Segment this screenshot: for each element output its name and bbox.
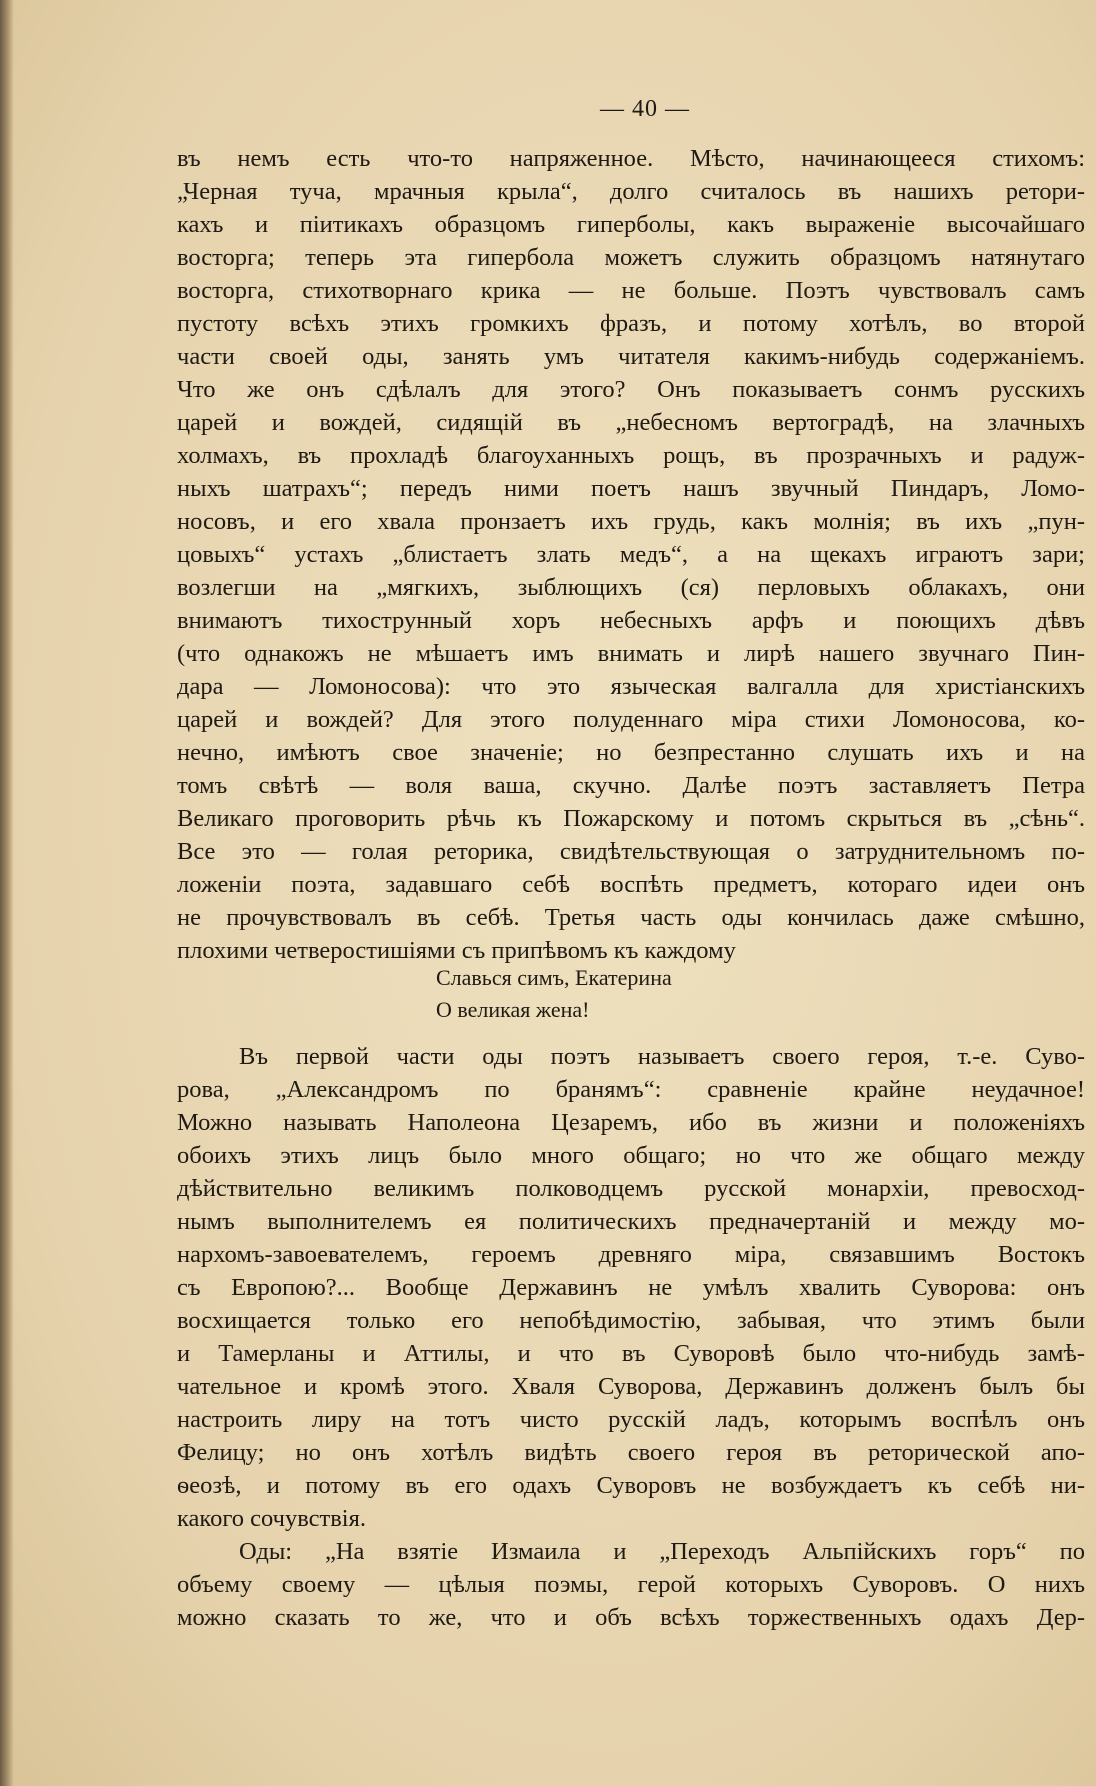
text-line: томъ свѣтѣ — воля ваша, скучно. Далѣе поэтъ заставляетъ Петра bbox=[177, 772, 1085, 799]
text-line: въ немъ есть что-то напряженное. Мѣсто, начинающееся стихомъ: bbox=[177, 145, 1085, 172]
text-line: чательное и кромѣ этого. Хваля Суворова, Державинъ долженъ былъ бы bbox=[177, 1373, 1085, 1400]
text-line: Все это — голая реторика, свидѣтельствующая о затруднительномъ по- bbox=[177, 838, 1085, 865]
text-line: не прочувствовалъ въ себѣ. Третья часть оды кончилась даже смѣшно, bbox=[177, 904, 1085, 931]
text-line: рова, „Александромъ по бранямъ“: сравненiе крайне неудачное! bbox=[177, 1076, 1085, 1103]
text-line: какого сочувствiя. bbox=[177, 1505, 366, 1532]
text-line: царей и вождей, сидящiй въ „небесномъ вертоградѣ, на злачныхъ bbox=[177, 409, 1085, 436]
verse-line: Славься симъ, Екатерина bbox=[436, 965, 672, 990]
text-line: дѣйствительно великимъ полководцемъ русской монархiи, превосход- bbox=[177, 1175, 1085, 1202]
page-binding-edge bbox=[0, 0, 14, 1786]
text-line: и Тамерланы и Аттилы, и что въ Суворовѣ было что-нибудь замѣ- bbox=[177, 1340, 1085, 1367]
text-line: восхищается только его непобѣдимостiю, забывая, что этимъ были bbox=[177, 1307, 1085, 1334]
text-line: „Черная туча, мрачныя крыла“, долго считалось въ нашихъ ретори- bbox=[177, 178, 1085, 205]
text-line: нымъ выполнителемъ ея политическихъ предначертанiй и между мо- bbox=[177, 1208, 1085, 1235]
text-line: съ Европою?... Вообще Державинъ не умѣлъ хвалить Суворова: онъ bbox=[177, 1274, 1085, 1301]
text-line: ѳеозѣ, и потому въ его одахъ Суворовъ не возбуждаетъ къ себѣ ни- bbox=[177, 1472, 1085, 1499]
text-line: Фелицу; но онъ хотѣлъ видѣть своего героя въ реторической апо- bbox=[177, 1439, 1085, 1466]
text-line: холмахъ, въ прохладѣ благоуханныхъ рощъ, въ прозрачныхъ и радуж- bbox=[177, 442, 1085, 469]
text-line: плохими четверостишiями съ припѣвомъ къ каждому bbox=[177, 937, 736, 964]
text-line: носовъ, и его хвала пронзаетъ ихъ грудь, какъ молнiя; въ ихъ „пун- bbox=[177, 508, 1085, 535]
text-line: дара — Ломоносова): что это языческая валгалла для христiанскихъ bbox=[177, 673, 1085, 700]
verse-line: О великая жена! bbox=[436, 997, 590, 1022]
text-line: Что же онъ сдѣлалъ для этого? Онъ показываетъ сонмъ русскихъ bbox=[177, 376, 1085, 403]
text-line: нечно, имѣютъ свое значенiе; но безпрестанно слушать ихъ и на bbox=[177, 739, 1085, 766]
text-line: ложенiи поэта, задавшаго себѣ воспѣть предметъ, котораго идеи онъ bbox=[177, 871, 1085, 898]
text-line: царей и вождей? Для этого полуденнаго мiра стихи Ломоносова, ко- bbox=[177, 706, 1085, 733]
text-line: ныхъ шатрахъ“; передъ ними поетъ нашъ звучный Пиндаръ, Ломо- bbox=[177, 475, 1085, 502]
text-line: Оды: „На взятiе Измаила и „Переходъ Альпiйскихъ горъ“ по bbox=[239, 1538, 1085, 1565]
text-line: цовыхъ“ устахъ „блистаетъ злать медъ“, а на щекахъ играютъ зари; bbox=[177, 541, 1085, 568]
text-line: внимаютъ тихострунный хоръ небесныхъ арфъ и поющихъ дѣвъ bbox=[177, 607, 1085, 634]
text-line: Великаго проговорить рѣчь къ Пожарскому и потомъ скрыться въ „сѣнь“. bbox=[177, 805, 1085, 832]
page-number: — 40 — bbox=[600, 96, 690, 122]
text-line: (что однакожъ не мѣшаетъ имъ внимать и лирѣ нашего звучнаго Пин- bbox=[177, 640, 1085, 667]
text-line: Въ первой части оды поэтъ называетъ своего героя, т.-е. Суво- bbox=[239, 1043, 1085, 1070]
text-line: части своей оды, занять умъ читателя какимъ-нибудь содержанiемъ. bbox=[177, 343, 1085, 370]
text-line: пустоту всѣхъ этихъ громкихъ фразъ, и потому хотѣлъ, во второй bbox=[177, 310, 1085, 337]
text-line: возлегши на „мягкихъ, зыблющихъ (ся) перловыхъ облакахъ, они bbox=[177, 574, 1085, 601]
text-line: восторга, стихотворнаго крика — не больше. Поэтъ чувствовалъ самъ bbox=[177, 277, 1085, 304]
text-line: объему своему — цѣлыя поэмы, герой которыхъ Суворовъ. О нихъ bbox=[177, 1571, 1085, 1598]
text-line: восторга; теперь эта гипербола можетъ служить образцомъ натянутаго bbox=[177, 244, 1085, 271]
paragraph-2 bbox=[177, 1040, 1085, 1634]
text-line: обоихъ этихъ лицъ было много общаго; но что же общаго между bbox=[177, 1142, 1085, 1169]
text-line: нархомъ-завоевателемъ, героемъ древняго мiра, связавшимъ Востокъ bbox=[177, 1241, 1085, 1268]
paragraph-1 bbox=[177, 142, 1085, 967]
text-line: можно сказать то же, что и объ всѣхъ торжественныхъ одахъ Дер- bbox=[177, 1604, 1085, 1631]
verse-quote bbox=[436, 962, 672, 1026]
text-line: настроить лиру на тотъ чисто русскiй ладъ, которымъ воспѣлъ онъ bbox=[177, 1406, 1085, 1433]
text-line: Можно называть Наполеона Цезаремъ, ибо въ жизни и положенiяхъ bbox=[177, 1109, 1085, 1136]
text-line: кахъ и пiитикахъ образцомъ гиперболы, какъ выраженiе высочайшаго bbox=[177, 211, 1085, 238]
